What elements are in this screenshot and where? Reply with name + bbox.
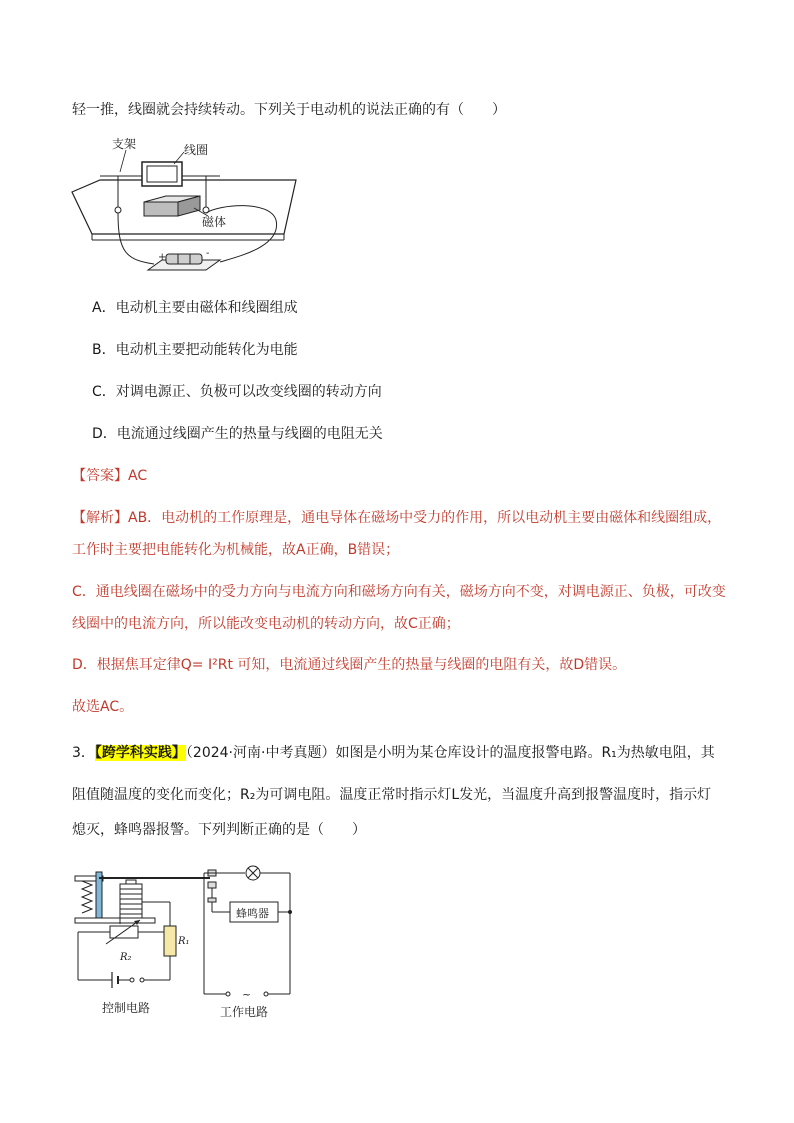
coil-label: 线圈 [184,143,209,157]
battery-plus: + [158,252,167,263]
analysis-ab: AB．电动机的工作原理是，通电导体在磁场中受力的作用，所以电动机主要由磁体和线圈组成， [128,510,722,526]
ac-symbol: ~ [242,988,252,1001]
option-d: D．电流通过线圈产生的热量与线圈的电阻无关 [92,426,383,442]
q3-line-3: 熄灭，蜂鸣器报警。下列判断正确的是（ ） [72,822,366,838]
motor-diagram [70,134,300,284]
analysis-line-1 [72,508,721,528]
r2-label: R₂ [120,952,132,963]
q3-line-1 [72,743,715,763]
magnet-label: 磁体 [202,215,227,229]
buzzer-label: 蜂鸣器 [236,907,269,920]
alarm-circuit-diagram [70,862,310,1024]
option-c: C．对调电源正、负极可以改变线圈的转动方向 [92,384,382,400]
battery-minus: - [206,248,210,259]
bracket-label: 支架 [112,137,137,151]
option-b: B．电动机主要把动能转化为电能 [92,342,298,358]
q2-stem: 轻一推，线圈就会持续转动。下列关于电动机的说法正确的有（ ） [72,102,506,118]
working-circuit-label: 工作电路 [220,1005,269,1019]
q3-tag: 【跨学科实践】 [94,745,186,761]
option-a: A．电动机主要由磁体和线圈组成 [92,300,298,316]
control-circuit-label: 控制电路 [102,1001,151,1015]
q3-line-2: 阻值随温度的变化而变化；R₂为可调电阻。温度正常时指示灯L发光，当温度升高到报警温度时，指示灯 [72,787,712,803]
analysis-line-3: C．通电线圈在磁场中的受力方向与电流方向和磁场方向有关，磁场方向不变，对调电源正、负极，可改变 [72,584,726,600]
analysis-line-4: 线圈中的电流方向，所以能改变电动机的转动方向，故C正确； [72,616,460,632]
analysis-line-2: 工作时主要把电能转化为机械能，故A正确，B错误； [72,542,400,558]
q3-number: 3． [72,745,95,761]
analysis-line-5: D．根据焦耳定律Q= I²Rt 可知，电流通过线圈产生的热量与线圈的电阻有关，故D错误。 [72,657,627,673]
analysis-label: 【解析】 [72,510,128,526]
answer-text: 【答案】AC [72,468,148,484]
q3-line-1-text: （2024·河南·中考真题）如图是小明为某仓库设计的温度报警电路。R₁为热敏电阻，其 [185,745,715,761]
r1-label: R₁ [178,936,190,947]
conclusion-text: 故选AC。 [72,699,134,715]
